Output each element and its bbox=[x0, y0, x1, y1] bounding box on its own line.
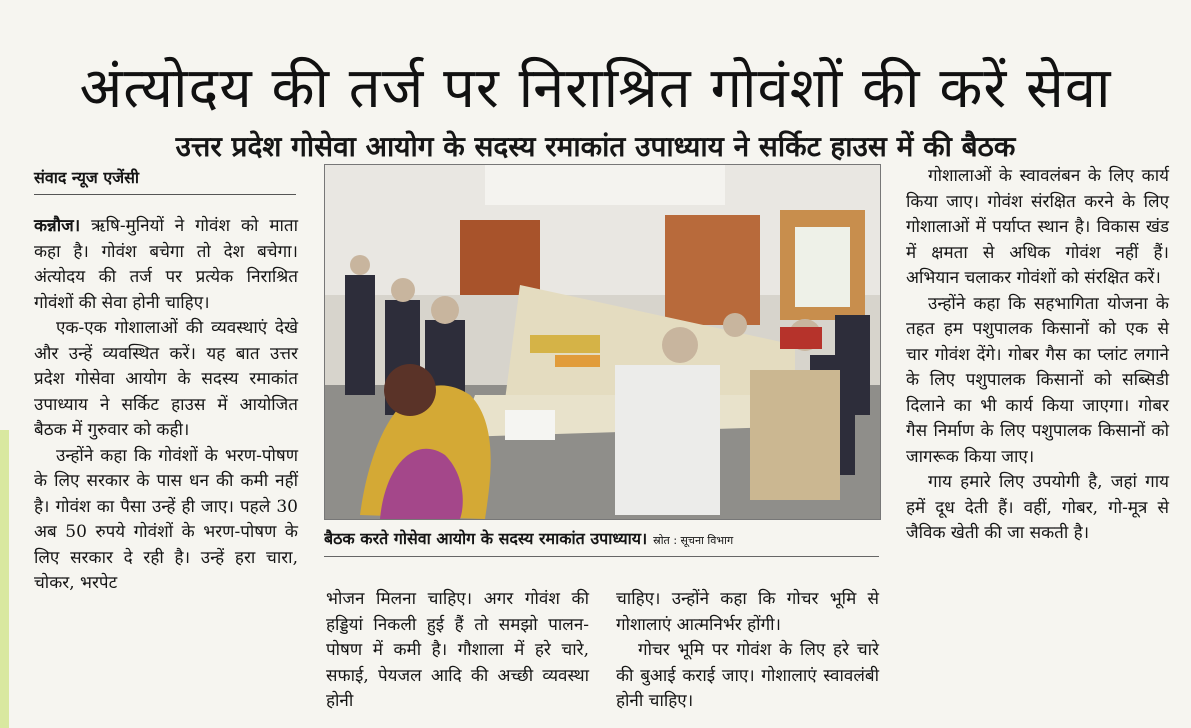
article-column-3 bbox=[616, 587, 879, 715]
paragraph: गाय हमारे लिए उपयोगी है, जहां गाय हमें दूध देती हैं। वहीं, गोबर, गो-मूत्र से जैविक खेती की जा सकती है। bbox=[906, 472, 1169, 543]
caption-text: बैठक करते गोसेवा आयोग के सदस्य रमाकांत उपाध्याय। bbox=[324, 529, 648, 548]
subheadline: उत्तर प्रदेश गोसेवा आयोग के सदस्य रमाकांत उपाध्याय ने सर्किट हाउस में की बैठक bbox=[175, 130, 1016, 164]
paragraph: भोजन मिलना चाहिए। अगर गोवंश की हड्डियां निकली हुई हैं तो समझो पालन-पोषण में कमी है। गौशाला में हरे चारे, सफाई, पेयजल आदि की अच्छी व्यवस्था होनी bbox=[326, 589, 589, 711]
paragraph: उन्होंने कहा कि सहभागिता योजना के तहत हम पशुपालक किसानों को एक से चार गोवंश देंगे। गोबर गैस का प्लांट लगाने के लिए पशुपालक किसानों को सब्सिडी दिलाने का भी कार्य किया जाएगा। गोबर गैस निर्माण के लिए पशुपालक किसानों को जागरूक किया जाए। bbox=[906, 293, 1169, 467]
lead-text: ऋषि-मुनियों ने गोवंश को माता कहा है। गोवंश बचेगा तो देश बचेगा। अंत्योदय की तर्ज पर प्रत्येक निराश्रित गोवंशों की सेवा होनी चाहिए। bbox=[34, 216, 298, 313]
lead-paragraph bbox=[34, 214, 298, 316]
byline: संवाद न्यूज एजेंसी bbox=[34, 166, 296, 195]
meeting-photo-illustration bbox=[325, 165, 880, 519]
article-column-4 bbox=[906, 164, 1169, 547]
paragraph: एक-एक गोशालाओं की व्यवस्थाएं देखे और उन्हें व्यवस्थित करें। यह बात उत्तर प्रदेश गोसेवा आयोग के सदस्य रमाकांत उपाध्याय ने सर्किट हाउस में आयोजित बैठक में गुरुवार को कही। bbox=[34, 318, 298, 440]
photo-caption bbox=[324, 522, 879, 557]
dateline: कन्नौज। bbox=[34, 216, 81, 236]
article-column-2 bbox=[326, 587, 589, 715]
headline: अंत्योदय की तर्ज पर निराश्रित गोवंशों की करें सेवा bbox=[79, 55, 1112, 121]
paragraph: गोशालाओं के स्वावलंबन के लिए कार्य किया जाए। गोवंश संरक्षित करने के लिए गोशालाओं में पर्याप्त स्थान है। विकास खंड में क्षमता से अधिक गोवंश नहीं हैं। अभियान चलाकर गोवंशों को संरक्षित करें। bbox=[906, 166, 1169, 288]
paragraph: चाहिए। उन्होंने कहा कि गोचर भूमि से गोशालाएं आत्मनिर्भर होंगी। bbox=[616, 589, 879, 635]
meeting-photo bbox=[324, 164, 881, 520]
page-edge-strip bbox=[0, 430, 9, 728]
article-column-1 bbox=[34, 214, 298, 597]
paragraph: गोचर भूमि पर गोवंश के लिए हरे चारे की बुआई कराई जाए। गोशालाएं स्वावलंबी होनी चाहिए। bbox=[616, 640, 879, 711]
paragraph: उन्होंने कहा कि गोवंशों के भरण-पोषण के लिए सरकार के पास धन की कमी नहीं है। गोवंश का पैसा उन्हें ही जाए। पहले 30 अब 50 रुपये गोवंशों के भरण-पोषण के लिए सरकार दे रही है। उन्हें हरा चारा, चोकर, भरपेट bbox=[34, 445, 298, 593]
photo-source: स्रोत : सूचना विभाग bbox=[653, 534, 734, 547]
